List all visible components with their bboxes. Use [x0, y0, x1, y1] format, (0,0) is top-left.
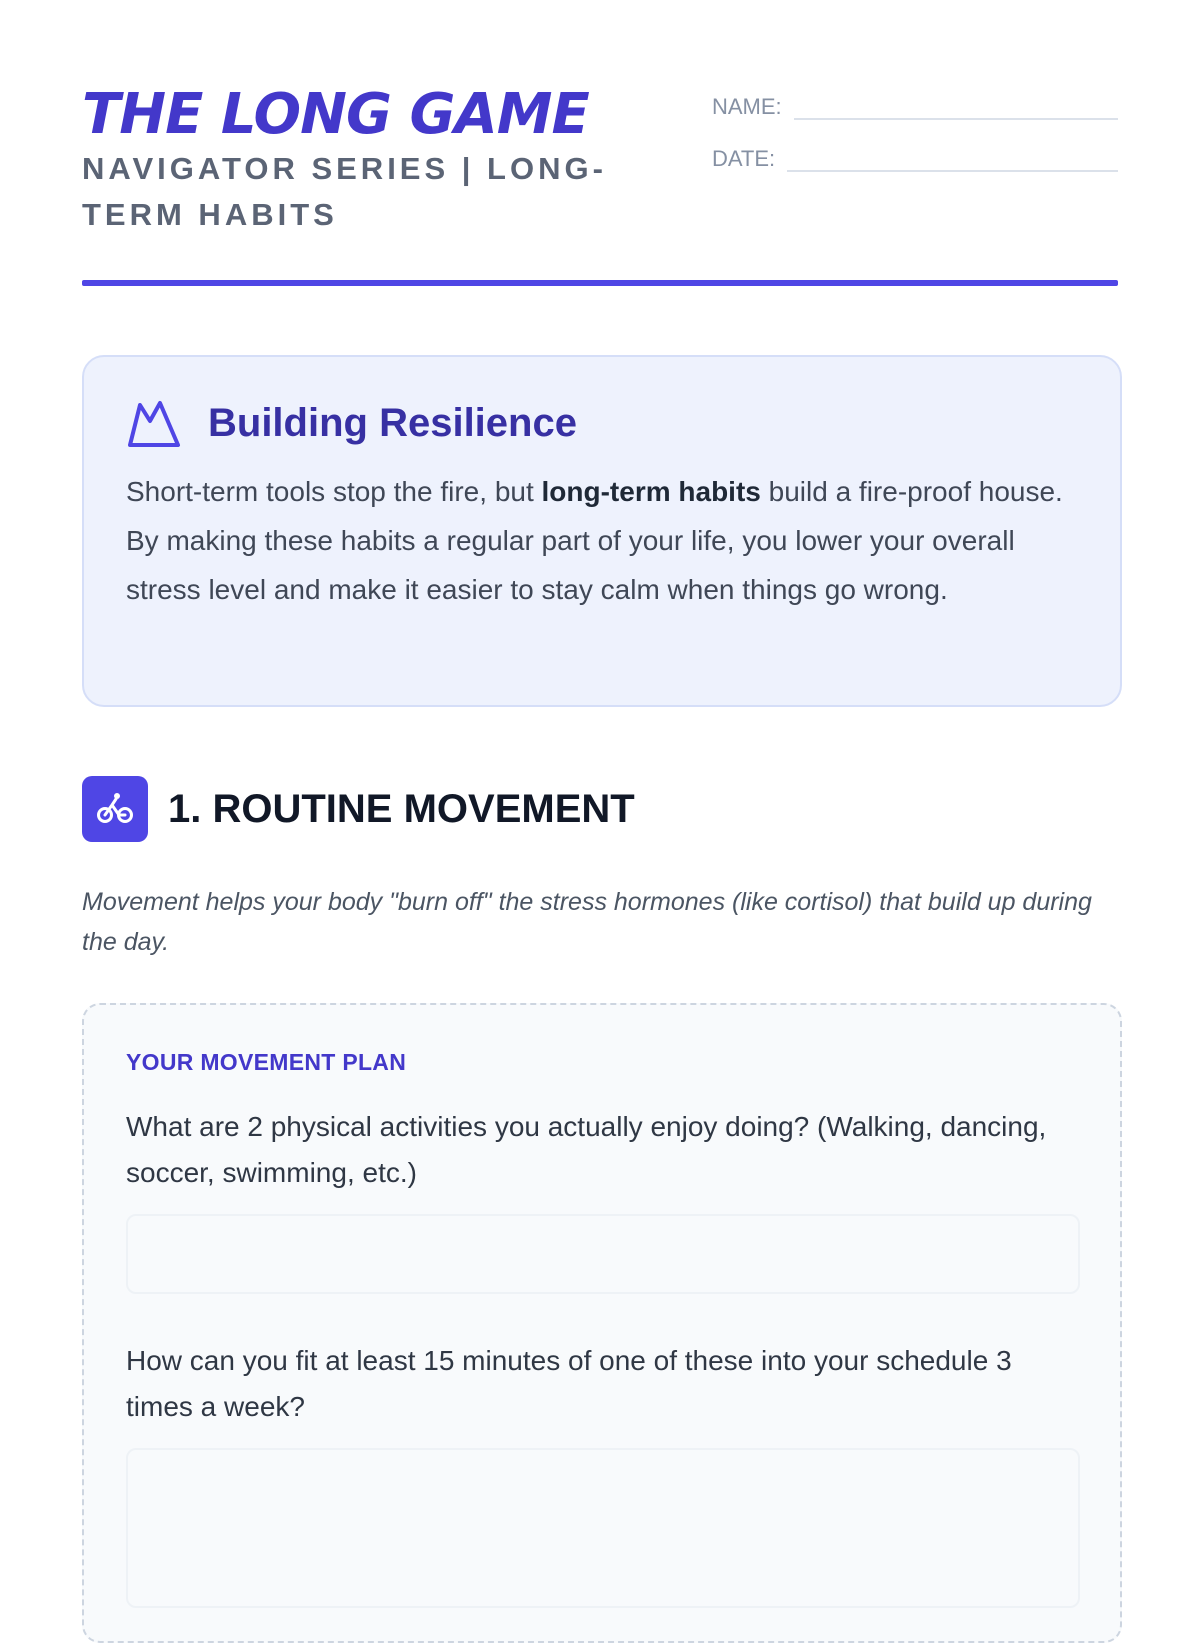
bicycle-icon — [95, 789, 135, 829]
section-routine-movement-header — [82, 776, 635, 842]
mountain-icon — [126, 397, 182, 449]
section-description: Movement helps your body "burn off" the stress hormones (like cortisol) that build up during the day. — [82, 888, 1092, 956]
callout-title: Building Resilience — [208, 400, 577, 445]
question-activities: What are 2 physical activities you actually enjoy doing? (Walking, dancing, soccer, swimming, etc.) — [126, 1111, 1047, 1188]
date-field[interactable] — [787, 170, 1118, 172]
callout-text-bold: long-term habits — [541, 476, 761, 507]
date-label: DATE: — [712, 146, 776, 171]
answer-activities-field[interactable] — [126, 1214, 1080, 1294]
name-label: NAME: — [712, 94, 782, 119]
worksheet-header — [82, 0, 1118, 290]
callout-text — [126, 467, 1078, 614]
page-subtitle: NAVIGATOR SERIES | LONG-TERM HABITS — [82, 151, 607, 232]
resilience-callout — [82, 355, 1122, 707]
date-row — [712, 138, 1118, 172]
plan-label: YOUR MOVEMENT PLAN — [126, 1049, 407, 1075]
callout-header — [126, 393, 1078, 453]
section-title: 1. ROUTINE MOVEMENT — [168, 786, 635, 831]
name-row — [712, 86, 1118, 120]
student-info — [712, 86, 1118, 190]
callout-text-end: build a fire-proof house. By making these habits a regular part of your life, you lower your overall stress level and make it easier to stay calm when things go wrong. — [126, 476, 1063, 605]
movement-plan-box — [82, 1003, 1122, 1643]
question-schedule: How can you fit at least 15 minutes of one of these into your schedule 3 times a week? — [126, 1345, 1012, 1422]
section-icon-badge — [82, 776, 148, 842]
name-field[interactable] — [794, 118, 1118, 120]
header-divider — [82, 280, 1118, 286]
answer-schedule-field[interactable] — [126, 1448, 1080, 1608]
callout-text-start: Short-term tools stop the fire, but — [126, 476, 542, 507]
page-title: THE LONG GAME — [82, 82, 589, 147]
